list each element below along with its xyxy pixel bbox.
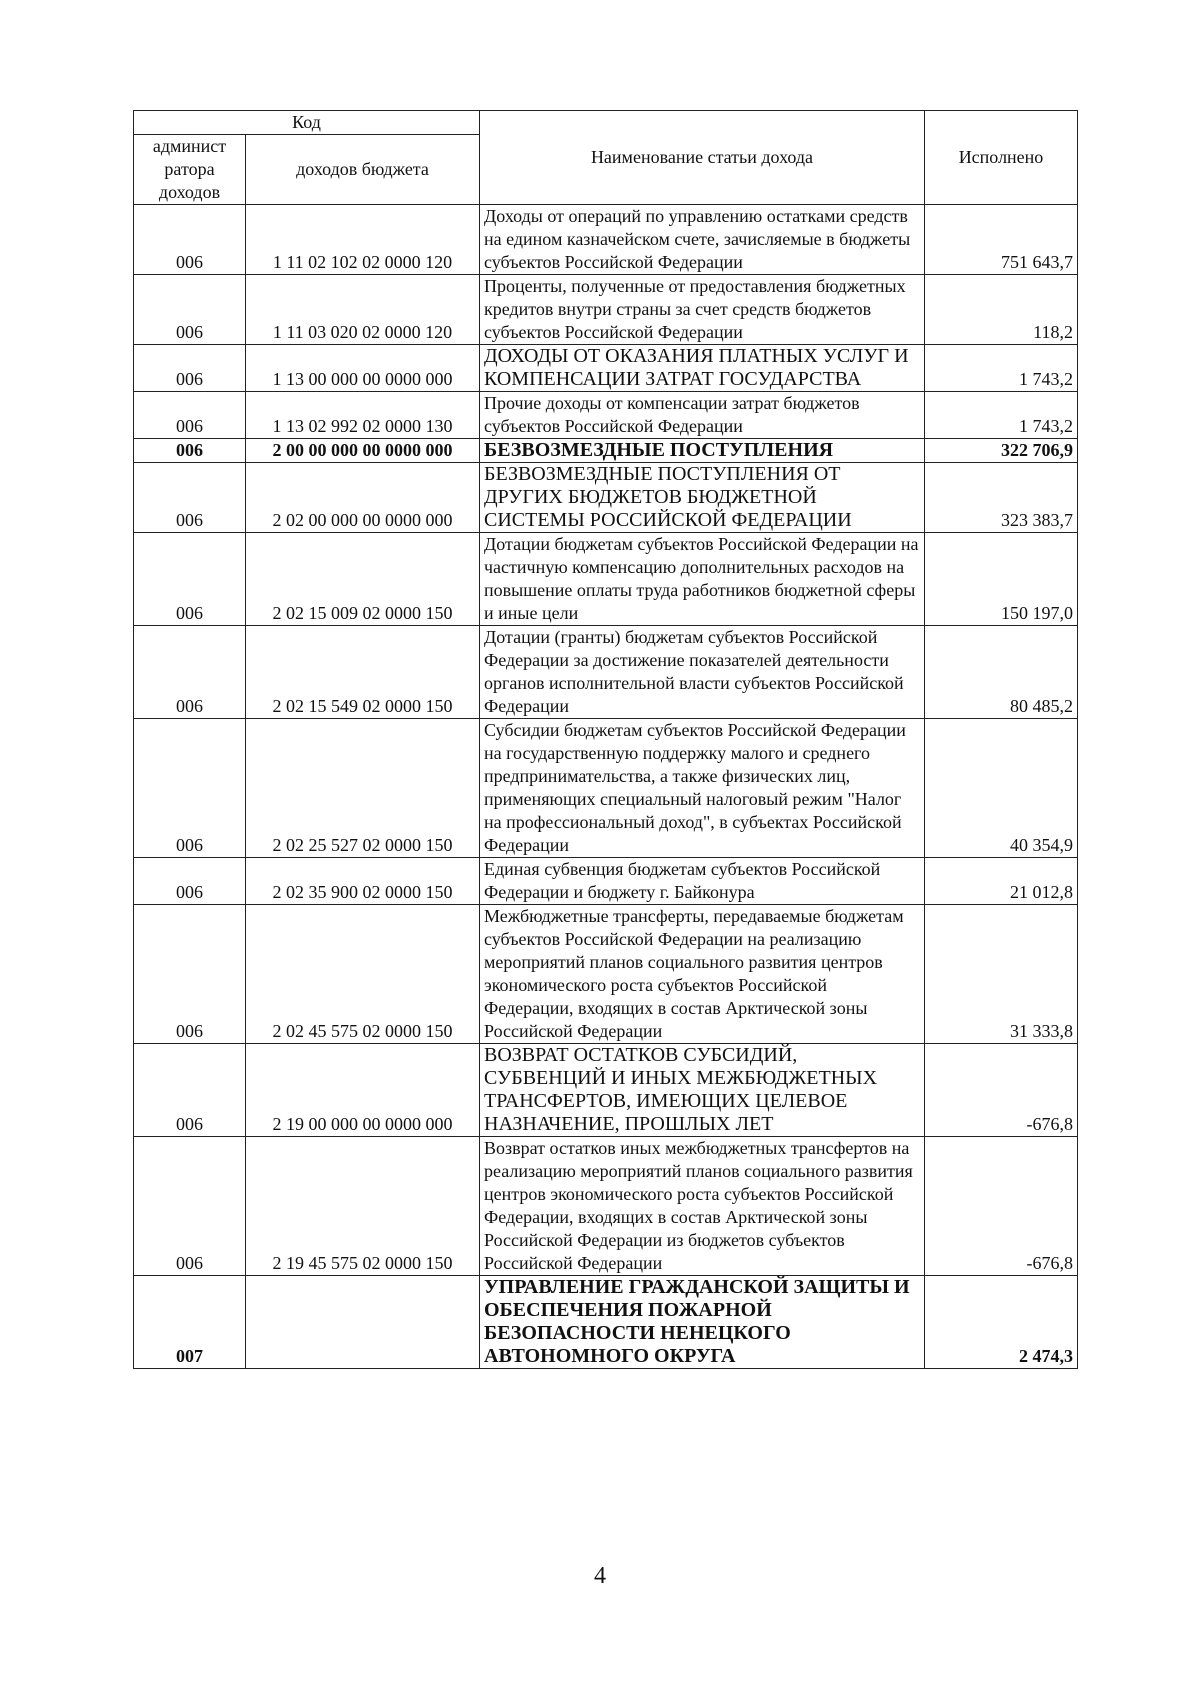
revenue-name: Проценты, полученные от предоставления бюджетных кредитов внутри страны за счет средств бюджетов субъектов Российской Федерации: [480, 275, 925, 345]
revenue-code: 2 02 00 000 00 0000 000: [246, 463, 480, 533]
admin-code: 006: [134, 205, 246, 275]
header-kod: Код: [134, 111, 480, 135]
header-admin-column: [134, 135, 246, 205]
header-admin-line: доходов: [158, 182, 221, 202]
revenue-name: Межбюджетные трансферты, передаваемые бюджетам субъектов Российской Федерации на реализацию мероприятий планов социального развития центров экономического роста субъектов Российской Федерации, входящих в состав Арктической зоны Российской Федерации: [480, 905, 925, 1044]
table-row-total: [134, 1276, 1078, 1369]
revenue-amount: 118,2: [925, 275, 1078, 345]
revenue-name: Возврат остатков иных межбюджетных трансфертов на реализацию мероприятий планов социального развития центров экономического роста субъектов Российской Федерации, входящих в состав Арктической зоны Российской Федерации из бюджетов субъектов Российской Федерации: [480, 1137, 925, 1276]
table-row: [134, 626, 1078, 719]
admin-code: 006: [134, 345, 246, 392]
revenue-name: ДОХОДЫ ОТ ОКАЗАНИЯ ПЛАТНЫХ УСЛУГ И КОМПЕНСАЦИИ ЗАТРАТ ГОСУДАРСТВА: [480, 345, 925, 392]
admin-code: 006: [134, 463, 246, 533]
admin-code: 006: [134, 905, 246, 1044]
revenue-code: 2 02 45 575 02 0000 150: [246, 905, 480, 1044]
header-admin-line: ратора: [164, 159, 215, 179]
revenue-name: БЕЗВОЗМЕЗДНЫЕ ПОСТУПЛЕНИЯ: [480, 439, 925, 463]
table-row: [134, 345, 1078, 392]
table-row: [134, 275, 1078, 345]
revenue-amount: 1 743,2: [925, 392, 1078, 439]
revenue-amount: 80 485,2: [925, 626, 1078, 719]
page-number: 4: [594, 1563, 606, 1589]
revenue-amount: 21 012,8: [925, 858, 1078, 905]
revenue-code: 2 19 00 000 00 0000 000: [246, 1044, 480, 1137]
admin-code: 006: [134, 626, 246, 719]
revenue-code: 2 02 35 900 02 0000 150: [246, 858, 480, 905]
admin-code: 006: [134, 439, 246, 463]
table-row: [134, 463, 1078, 533]
admin-code: 006: [134, 1044, 246, 1137]
revenue-amount: 751 643,7: [925, 205, 1078, 275]
revenue-name: Доходы от операций по управлению остатками средств на едином казначейском счете, зачисляемые в бюджеты субъектов Российской Федерации: [480, 205, 925, 275]
header-row-top: [134, 111, 1078, 135]
table-row: [134, 1137, 1078, 1276]
revenue-name: Прочие доходы от компенсации затрат бюджетов субъектов Российской Федерации: [480, 392, 925, 439]
revenue-name: ВОЗВРАТ ОСТАТКОВ СУБСИДИЙ, СУБВЕНЦИЙ И ИНЫХ МЕЖБЮДЖЕТНЫХ ТРАНСФЕРТОВ, ИМЕЮЩИХ ЦЕЛЕВОЕ НАЗНАЧЕНИЕ, ПРОШЛЫХ ЛЕТ: [480, 1044, 925, 1137]
revenue-amount: 323 383,7: [925, 463, 1078, 533]
revenue-amount: 322 706,9: [925, 439, 1078, 463]
header-name-column: Наименование статьи дохода: [480, 111, 925, 205]
admin-code: 006: [134, 533, 246, 626]
admin-code: 006: [134, 719, 246, 858]
table-row-total: [134, 439, 1078, 463]
table-row: [134, 905, 1078, 1044]
revenue-code: 1 13 00 000 00 0000 000: [246, 345, 480, 392]
revenue-amount: 150 197,0: [925, 533, 1078, 626]
revenue-amount: -676,8: [925, 1044, 1078, 1137]
table-row: [134, 533, 1078, 626]
admin-code: 006: [134, 858, 246, 905]
revenue-amount: 1 743,2: [925, 345, 1078, 392]
revenue-name: БЕЗВОЗМЕЗДНЫЕ ПОСТУПЛЕНИЯ ОТ ДРУГИХ БЮДЖЕТОВ БЮДЖЕТНОЙ СИСТЕМЫ РОССИЙСКОЙ ФЕДЕРАЦИИ: [480, 463, 925, 533]
revenue-code: 1 11 03 020 02 0000 120: [246, 275, 480, 345]
admin-code: 007: [134, 1276, 246, 1369]
revenue-name: УПРАВЛЕНИЕ ГРАЖДАНСКОЙ ЗАЩИТЫ И ОБЕСПЕЧЕНИЯ ПОЖАРНОЙ БЕЗОПАСНОСТИ НЕНЕЦКОГО АВТОНОМНОГО ОКРУГА: [480, 1276, 925, 1369]
revenue-code: 2 19 45 575 02 0000 150: [246, 1137, 480, 1276]
revenue-code: [246, 1276, 480, 1369]
revenue-table: [133, 110, 1078, 1369]
revenue-code: 2 00 00 000 00 0000 000: [246, 439, 480, 463]
table-row: [134, 719, 1078, 858]
admin-code: 006: [134, 392, 246, 439]
header-code-column: доходов бюджета: [246, 135, 480, 205]
revenue-code: 1 13 02 992 02 0000 130: [246, 392, 480, 439]
revenue-code: 2 02 25 527 02 0000 150: [246, 719, 480, 858]
header-admin-line: админист: [152, 136, 227, 156]
revenue-amount: -676,8: [925, 1137, 1078, 1276]
revenue-amount: 2 474,3: [925, 1276, 1078, 1369]
revenue-amount: 31 333,8: [925, 905, 1078, 1044]
revenue-code: 1 11 02 102 02 0000 120: [246, 205, 480, 275]
table-row: [134, 205, 1078, 275]
revenue-name: Субсидии бюджетам субъектов Российской Федерации на государственную поддержку малого и среднего предпринимательства, а также физических лиц, применяющих специальный налоговый режим "Налог на профессиональный доход", в субъектах Российской Федерации: [480, 719, 925, 858]
revenue-code: 2 02 15 549 02 0000 150: [246, 626, 480, 719]
table-row: [134, 392, 1078, 439]
admin-code: 006: [134, 275, 246, 345]
table-row: [134, 858, 1078, 905]
revenue-code: 2 02 15 009 02 0000 150: [246, 533, 480, 626]
revenue-name: Дотации (гранты) бюджетам субъектов Российской Федерации за достижение показателей деятельности органов исполнительной власти субъектов Российской Федерации: [480, 626, 925, 719]
header-sum-column: Исполнено: [925, 111, 1078, 205]
revenue-amount: 40 354,9: [925, 719, 1078, 858]
revenue-name: Единая субвенция бюджетам субъектов Российской Федерации и бюджету г. Байконура: [480, 858, 925, 905]
table-row: [134, 1044, 1078, 1137]
revenue-name: Дотации бюджетам субъектов Российской Федерации на частичную компенсацию дополнительных расходов на повышение оплаты труда работников бюджетной сферы и иные цели: [480, 533, 925, 626]
admin-code: 006: [134, 1137, 246, 1276]
